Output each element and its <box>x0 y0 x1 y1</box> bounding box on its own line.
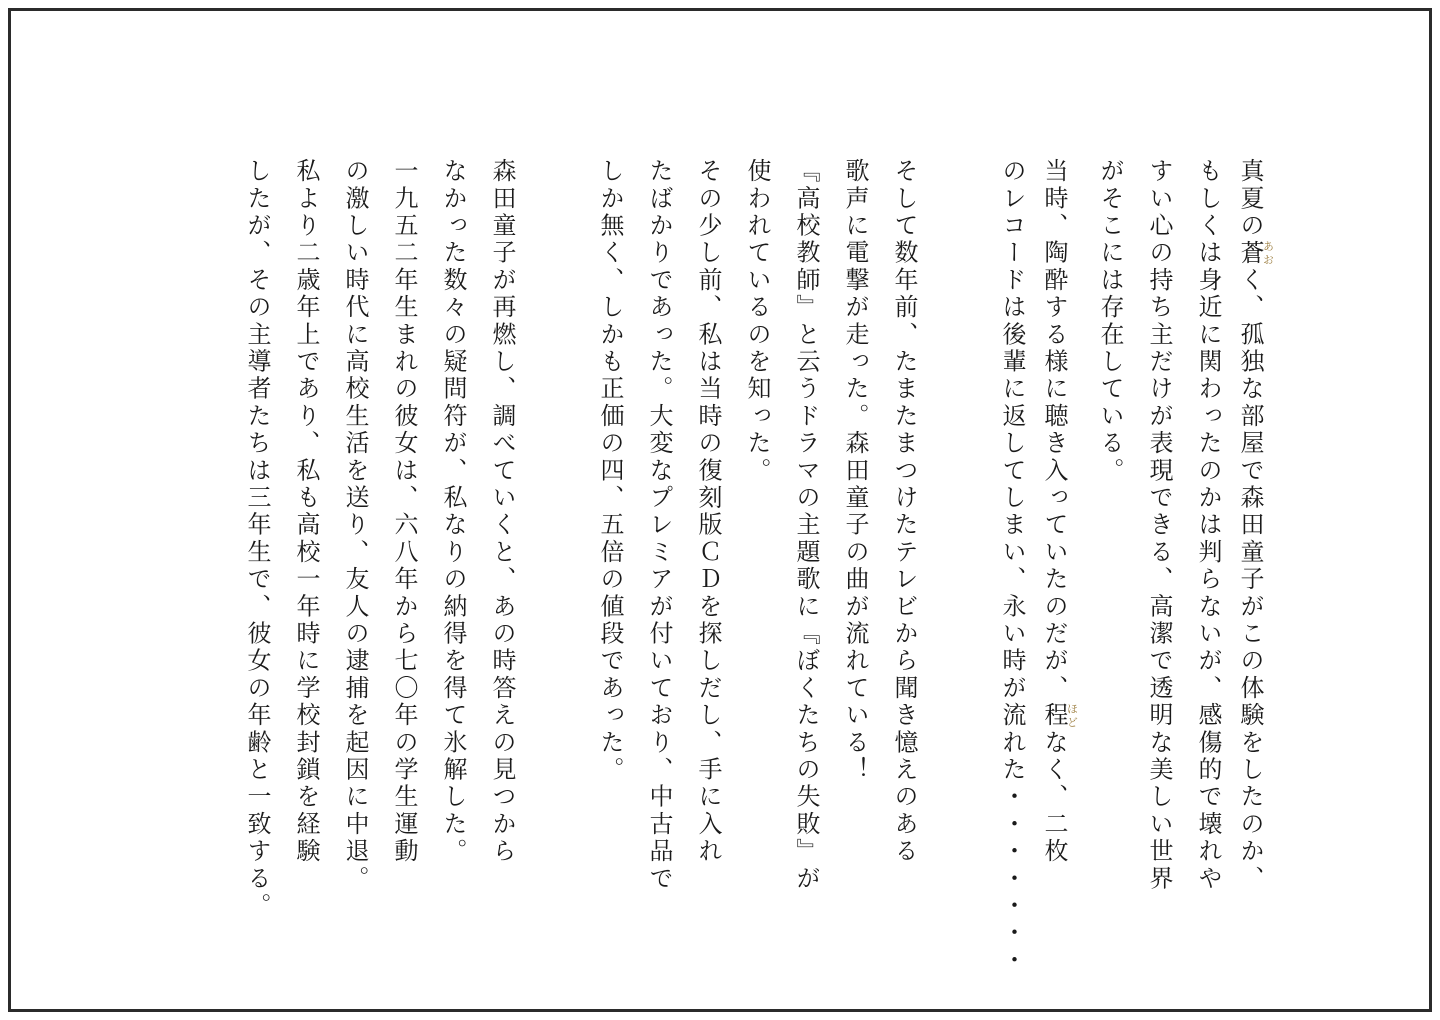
text-column-2: もしくは身近に関わったのかは判らないが、感傷的で壊れや <box>1194 158 1222 893</box>
text-column-16: 森田童子が再燃し、調べていくと、あの時答えの見つから <box>488 158 516 866</box>
text-column-20: 私より二歳年上であり、私も高校一年時に学校封鎖を経験 <box>292 158 320 866</box>
text-column-14: しか無く、しかも正価の四、五倍の値段であった。 <box>596 158 624 784</box>
text-segment: く、孤独な部屋で森田童子がこの体験をしたのか、 <box>1236 266 1264 893</box>
text-column-13: たばかりであった。大変なプレミアが付いており、中古品で <box>645 158 673 893</box>
text-segment: 真夏の <box>1236 158 1264 240</box>
text-column-21: したが、その主導者たちは三年生で、彼女の年齢と一致する。 <box>243 158 271 920</box>
text-column-6: のレコードは後輩に返してしまい、永い時が流れた・・・・・・・ <box>998 158 1026 974</box>
text-column-10: 『高校教師』と云うドラマの主題歌に『ぼくたちの失敗』が <box>792 158 820 893</box>
text-column-17: なかった数々の疑問符が、私なりの納得を得て氷解した。 <box>439 158 467 866</box>
text-column-5 <box>1040 158 1079 866</box>
text-column-18: 一九五二年生まれの彼女は、六八年から七〇年の学生運動 <box>390 158 418 866</box>
text-column-19: の激しい時代に高校生活を送り、友人の逮捕を起因に中退。 <box>341 158 369 893</box>
text-column-4: がそこには存在している。 <box>1096 158 1124 485</box>
text-column-8: そして数年前、たまたまつけたテレビから聞き憶えのある <box>890 158 918 866</box>
text-column-1 <box>1236 158 1275 893</box>
text-segment: なく、二枚 <box>1040 729 1068 866</box>
ruby-hodo: 程ほど <box>1040 702 1079 730</box>
text-column-9: 歌声に電撃が走った。森田童子の曲が流れている！ <box>841 158 869 784</box>
text-column-3: すい心の持ち主だけが表現できる、高潔で透明な美しい世界 <box>1145 158 1173 893</box>
text-column-12: その少し前、私は当時の復刻版ＣＤを探しだし、手に入れ <box>694 158 722 866</box>
text-segment: 当時、陶酔する様に聴き入っていたのだが、 <box>1040 158 1068 702</box>
text-column-11: 使われているのを知った。 <box>743 158 771 485</box>
ruby-ao: 蒼あお <box>1236 239 1275 267</box>
